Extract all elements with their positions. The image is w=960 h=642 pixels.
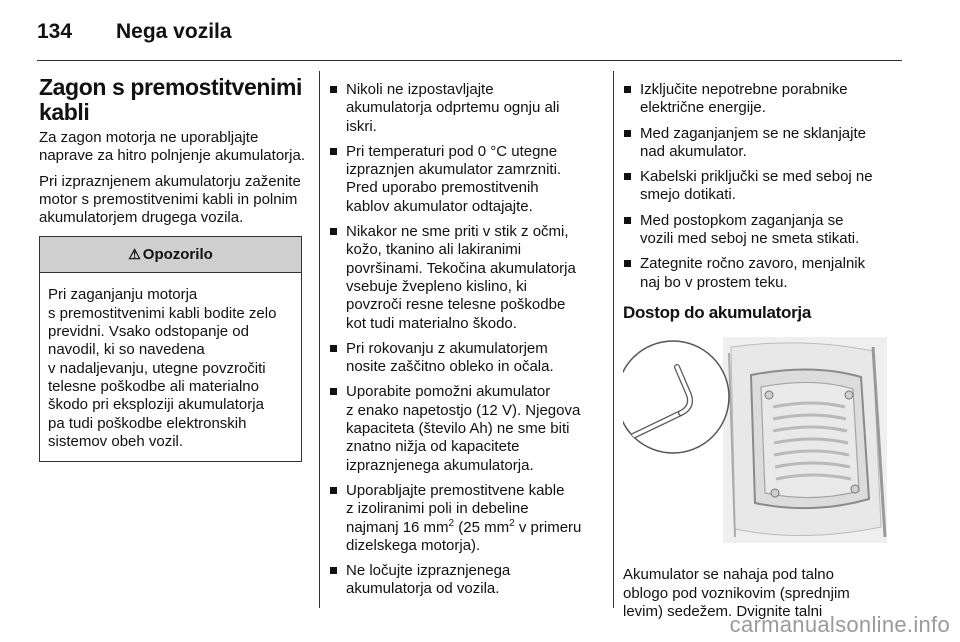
bullet	[330, 487, 337, 494]
column-2	[329, 81, 606, 606]
bullet	[330, 228, 337, 235]
list-item: Zategnite ročno zavoro, menjalnik naj bo v prostem teku.	[623, 255, 908, 292]
intro-paragraph-2: Pri izpraznjenem akumulatorju zaženite motor s premostitvenimi kabli in polnim akumulatorjem drugega vozila.	[39, 172, 301, 227]
bullet	[624, 173, 631, 180]
list-item: Med zaganjanjem se ne sklanjajte nad akumulator.	[623, 125, 908, 162]
column-divider-2	[613, 71, 614, 608]
warning-line: v nadaljevanju, utegne povzročiti	[48, 359, 266, 377]
warning-line: s premostitvenimi kabli bodite zelo	[48, 304, 277, 322]
list-item: Pri temperaturi pod 0 °C utegne izpraznjen akumulator zamrzniti. Pred uporabo premostitvenih kablov akumulator odtajajte.	[329, 143, 606, 216]
battery-access-illustration	[623, 337, 887, 543]
warning-line: pa tudi poškodbe elektronskih	[48, 414, 247, 432]
precautions-list	[329, 81, 606, 599]
bullet	[330, 345, 337, 352]
list-item: Uporabljajte premostitvene kable z izoliranimi poli in debeline najmanj 16 $mm^2$ (25 $mm^2$ v primeru dizelskega motorja).	[329, 482, 606, 555]
list-item: Uporabite pomožni akumulator z enako napetostjo (12 V). Njegova kapaciteta (število Ah) ne sme biti znatno nižja od kapacitete izpraznjenega akumulatorja.	[329, 383, 606, 474]
column-divider-1	[319, 71, 320, 608]
list-item: Ne ločujte izpraznjenega akumulatorja od vozila.	[329, 562, 606, 599]
bullet	[330, 86, 337, 93]
page-header	[37, 14, 903, 48]
list-item: Pri rokovanju z akumulatorjem nosite zaščitno obleko in očala.	[329, 340, 606, 377]
chapter-title: Nega vozila	[116, 20, 232, 43]
list-item: Izključite nepotrebne porabnike električne energije.	[623, 81, 908, 118]
bullet	[624, 260, 631, 267]
cable-size-line: najmanj 16 $mm^2$ (25 $mm^2$ v primeru	[346, 517, 582, 536]
precautions-list-continued	[623, 81, 908, 292]
header-divider	[37, 60, 902, 61]
warning-title: Opozorilo	[142, 246, 213, 264]
warning-box	[39, 236, 302, 462]
list-item: Kabelski priključki se med seboj ne smejo dotikati.	[623, 168, 908, 205]
subsection-title: Dostop do akumulatorja	[623, 302, 811, 322]
list-item: Med postopkom zaganjanja se vozili med seboj ne smeta stikati.	[623, 212, 908, 249]
bullet	[330, 567, 337, 574]
figure-caption: Akumulator se nahaja pod talno oblogo pod voznikovim (sprednjim levim) sedežem. Dvignite talni	[623, 566, 850, 620]
warning-line: previdni. Vsako odstopanje od	[48, 323, 249, 341]
column-1	[39, 75, 309, 462]
warning-line: sistemov obeh vozil.	[48, 432, 184, 450]
warning-line: Pri zaganjanju motorja	[48, 286, 198, 304]
watermark: carmanualsonline.info	[729, 612, 950, 637]
warning-line: telesne poškodbe ali materialno	[48, 377, 259, 395]
warning-line: navodil, ki so navedena	[48, 341, 205, 359]
bullet	[330, 388, 337, 395]
page-number: 134	[37, 20, 73, 43]
warning-triangle-icon: ⚠	[128, 246, 141, 263]
bullet	[624, 86, 631, 93]
bullet	[624, 217, 631, 224]
warning-line: škodo pri eksploziji akumulatorja	[48, 396, 264, 414]
bullet	[330, 148, 337, 155]
bullet	[624, 130, 631, 137]
column-3	[623, 81, 908, 621]
list-item: Nikoli ne izpostavljajte akumulatorja odprtemu ognju ali iskri.	[329, 81, 606, 136]
warning-body	[40, 273, 301, 461]
intro-paragraph-1: Za zagon motorja ne uporabljajte naprave za hitro polnjenje akumulatorja.	[39, 129, 305, 165]
warning-header	[40, 237, 301, 273]
list-item: Nikakor ne sme priti v stik z očmi, kožo, tkanino ali lakiranimi površinami. Tekočina akumulatorja vsebuje žvepleno kislino, ki povzroči resne telesne poškodbe kot tudi materialno škodo.	[329, 223, 606, 333]
section-title: Zagon s premostitvenimi kabli	[39, 74, 303, 125]
